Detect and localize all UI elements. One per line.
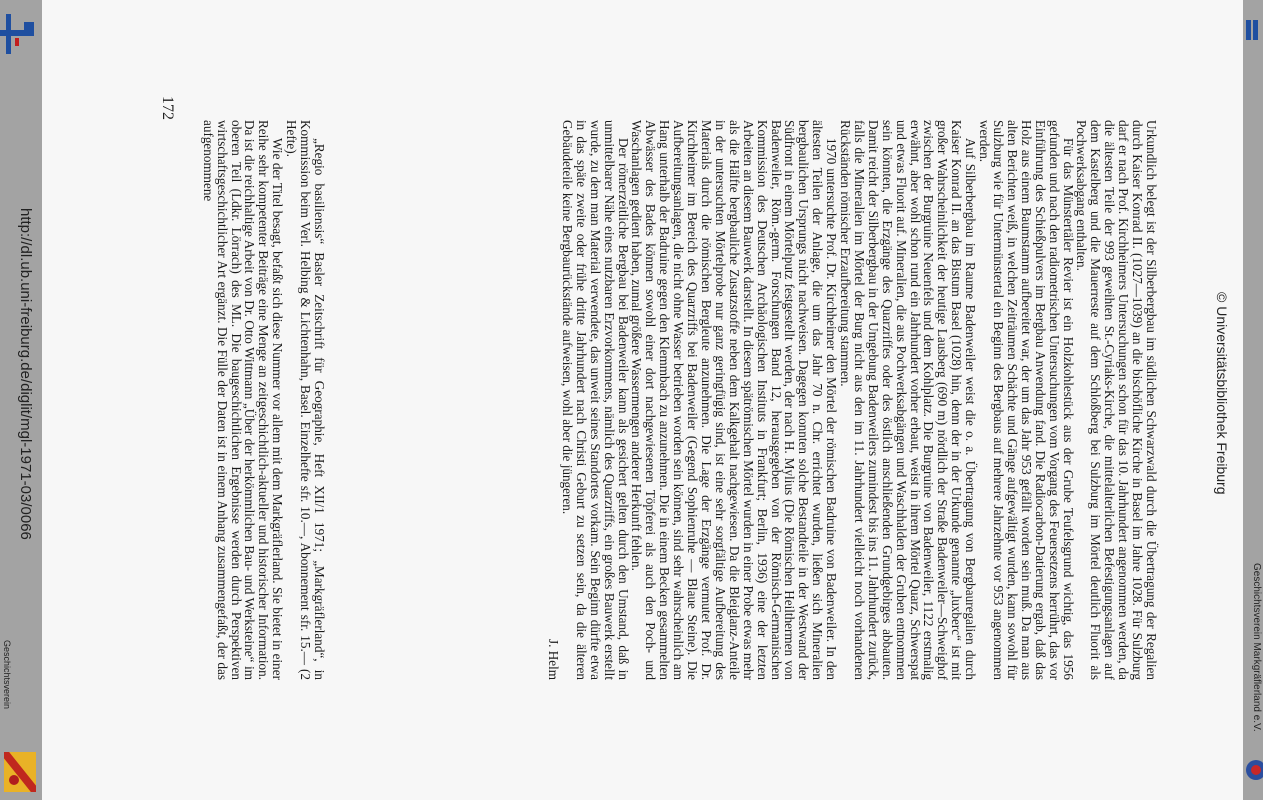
library-mark-icon xyxy=(1246,20,1258,40)
footer-society-label: Geschichtsverein xyxy=(2,640,12,710)
author-signature: J. Helm xyxy=(546,638,562,680)
paragraph-5: Der römerzeitliche Bergbau bei Badenweiler kann als gesichert gelten durch den Umstand, daß in unmittelbarer Nähe eines nutzbaren Erzvorkommens, nämlich des Quarzriffs, ein großes Bauwerk erstellt wurde, zu dem man Material verwendete, das unweit seines Standortes vorkam. Sein Beginn dürfte etwa in das späte zweite oder frühe dritte Jahrhundert nach Christi Geburt zu setzen sein, da die älteren Gebäudeteile keine Bergbaurückstände aufweisen, wohl aber die jüngeren. xyxy=(559,120,631,680)
source-url-link[interactable]: http://dl.ub.uni-freiburg.de/diglit/mgl-1971-03/0066 xyxy=(17,208,34,540)
coat-of-arms-icon xyxy=(4,752,36,792)
society-label: Geschichtsverein Markgräflerland e.V. xyxy=(1251,563,1262,732)
page-number: 172 xyxy=(159,96,176,120)
paragraph-1: Urkundlich belegt ist der Silberbergbau im südlichen Schwarzwald durch die Übertragung der Regalien durch Kaiser Konrad II. (1027—1039) an die bischöfliche Kirche in Basel im Jahre 1028. Für Sulzburg darf er nach Prof. Kirchheimers Untersuchungen schon für das 10. Jahrhundert angenommen werden, da die ältesten Teile der 993 geweihten St.-Cyriaks-Kirche, die mittelalterlichen Befestigungsanlagen auf dem Kastelberg und die Mauerreste auf dem Schloßberg bei Sulzburg im Mörtel deutlich Fluorit als Pochwerksabgang enthalten. xyxy=(1074,120,1159,680)
review-text-column xyxy=(201,120,326,680)
main-text-column xyxy=(546,120,1158,680)
paragraph-4: 1970 untersuchte Prof. Dr. Kirchheimer den Mörtel der römischen Badruine von Badenweiler. In den ältesten Teilen der Anlage, die um das Jahr 70 n. Chr. errichtet wurden, ließen sich Mineralien bergbaulichen Ursprungs nicht nachweisen. Dagegen konnten solche Bestandteile in der Westwand der Südfront in einem Mörtelputz festgestellt werden, der nach H. Mylius (Die Römischen Heilthermen von Badenweiler, Röm.-germ. Forschungen Band 12, herausgegeben von der Römisch-Germanischen Kommission des Deutschen Archäologischen Instituts in Frankfurt; Berlin, 1936) eine der letzten Arbeiten an diesem Bauwerk darstellt. In diesem spätrömischen Mörtel wurden in einer Probe etwas mehr als die Hälfte bergbauliche Zusatzstoffe neben dem Kalkgehalt nachgewiesen. Da die Bleiglanz-Anteile in der untersuchten Mörtelprobe nur ganz geringfügig sind, ist eine sehr sorgfältige Aufbereitung des Materials durch die römischen Bergleute anzunehmen. Die Lage der Erzgänge vermutet Prof. Dr. Kirchheimer im Bereich des Quarzriffs bei Badenweiler (Gegend Sophienruhe — Blaue Steine). Die Aufbereitungsanlagen, die nicht ohne Wasser betrieben worden sein können, sind sehr wahrscheinlich am Hang unterhalb der Badruine gegen den Klemmbach zu anzunehmen. Die in einem Becken gesammelten Abwässer des Bades können sowohl einer dort nachgewiesenen Töpferei als auch den Poch- und Waschanlagen gedient haben, zumal größere Wassermengen anderer Herkunft fehlen. xyxy=(629,120,840,680)
coat-of-arms-right-icon xyxy=(1244,752,1263,788)
review-paragraph-1: „Regio basiliensis“ Basler Zeitschrift für Geographie, Heft XII/1 1971; „Markgräflerland“, in Kommission beim Verl. Helbing & Lichtenhahn, Basel. Einzelhefte sfr. 10.—, Abonnement sfr. 15.— (2 Hefte). xyxy=(284,120,327,680)
review-paragraph-2: Wie der Titel besagt, befaßt sich diese Nummer vor allem mit dem Markgräflerland. Sie bietet in einer Reihe sehr kompetenter Beiträge eine Menge an zeitgeschichtlich-aktueller und historischer Information. Da ist die reichhaltige Arbeit von Dr. Otto Wittmann „Über der herkömmlichen Bau- und Werksteine“ im oberen Teil (Ldkr. Lörrach) des ML. Die baugeschichtlichen Ergebnisse werden durch Perspektiven wirtschaftsgeschichtlicher Art ergänzt. Die Fülle der Daten ist in einem Anhang zusammengefaßt, der das aufgenommene xyxy=(200,120,286,680)
copyright-label: © Universitätsbibliothek Freiburg xyxy=(1214,292,1230,495)
library-logo-icon xyxy=(0,14,36,54)
paragraph-2: Für das Münstertäler Revier ist ein Holzkohlestück aus der Grube Teufelsgrund wichtig, das 1956 gefunden und nach den radiometrischen Untersuchungen vom Vorgang des Feuersetzens herrührt, das vor Einführung des Schießpulvers im Bergbau Anwendung fand. Die Radiocarbon-Datierung ergab, daß das Holz aus einem Baumstamm aufbereitet war, der um das Jahr 953 gefällt worden sein muß. Da man aus alten Berichten weiß, in welchen Zeiträumen Schächte und Gänge aufgewältigt wurden, kann sowohl für Sulzburg wie für Untermünstertal ein Beginn des Bergbaus auf mehrere Jahrzehnte vor 953 angenommen werden. xyxy=(977,120,1076,680)
paragraph-3: Auf Silberbergbau im Raume Badenweiler weist die o. a. Übertragung von Bergbauregalien durch Kaiser Konrad II. an das Bistum Basel (1028) hin, denn der in der Urkunde genannte „luxberc“ ist mit großer Wahrscheinlichkeit der heutige Lausberg (690 m) nördlich der Straße Badenweiler—Schweighof zwischen der Burgruine Neuenfels und dem Kohlplatz. Die Burgruine von Badenweiler, 1122 erstmalig erwähnt, aber wohl schon rund ein Jahrhundert vorher erbaut, weist in ihrem Mörtel Quarz, Schwerspat und etwas Fluorit auf. Mineralien, die aus Pochwerksabgängen und Waschhalden der Gruben entnommen sein könnten, die Erzgänge des Quarzriffes oder des östlich anschließenden Grundgebirges abbauten. Damit reicht der Silberbergbau in der Umgebung Badenweilers zumindest bis ins 11. Jahrhundert zurück, falls die Mineralien im Mörtel der Burg nicht aus den im 11. Jahrhundert vielleicht noch vorhandenen Rückständen römischer Erzaufbereitung stammen. xyxy=(838,120,979,680)
